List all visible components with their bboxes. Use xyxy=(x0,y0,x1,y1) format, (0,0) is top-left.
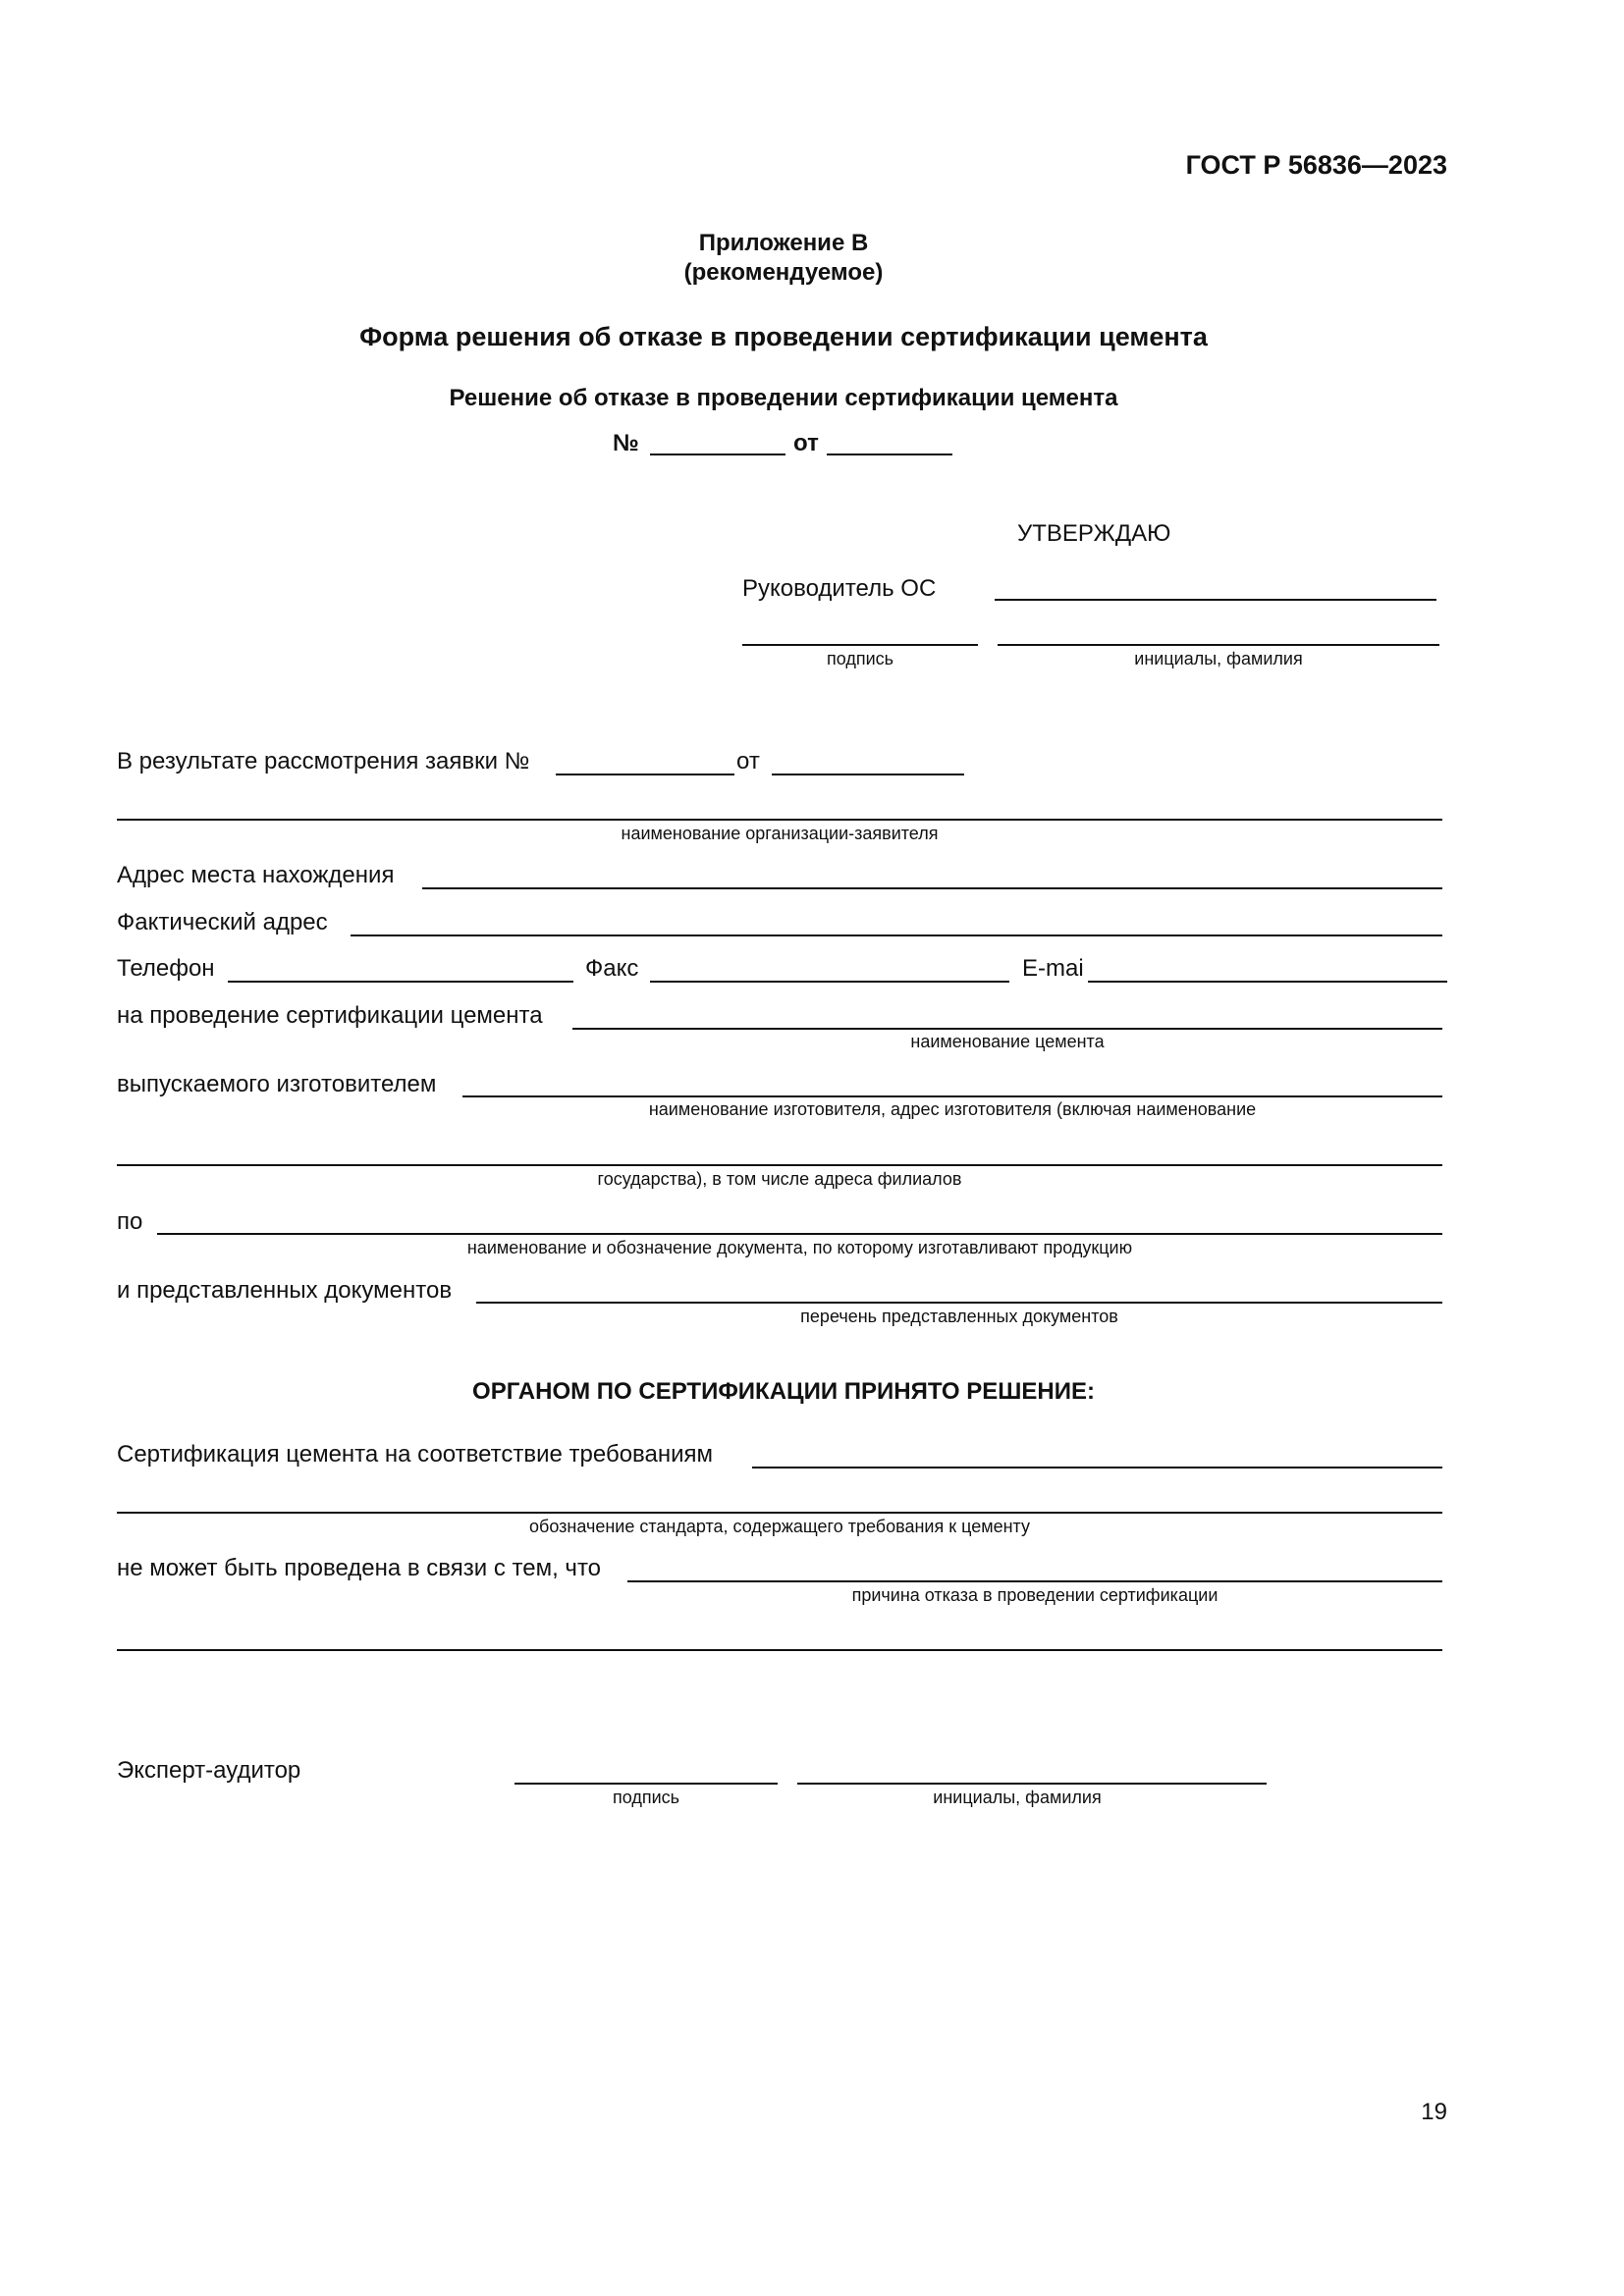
phone-field[interactable] xyxy=(228,981,573,983)
by-label: по xyxy=(117,1208,143,1235)
docs-caption: перечень представленных документов xyxy=(800,1307,1118,1326)
docs-field[interactable] xyxy=(476,1302,1442,1304)
auditor-signature-caption: подпись xyxy=(612,1788,680,1807)
head-signature-caption: подпись xyxy=(826,649,894,668)
date-label: от xyxy=(793,430,819,456)
application-number-field[interactable] xyxy=(556,774,734,775)
reason-field[interactable] xyxy=(627,1580,1442,1582)
appendix-status: (рекомендуемое) xyxy=(683,259,884,286)
organization-field[interactable] xyxy=(117,819,1442,821)
manufacturer-field[interactable] xyxy=(462,1095,1442,1097)
number-label: № xyxy=(613,430,639,456)
manufacturer-label: выпускаемого изготовителем xyxy=(117,1071,437,1097)
auditor-name-caption: инициалы, фамилия xyxy=(933,1788,1102,1807)
decision-title: Решение об отказе в проведении сертификации цемента xyxy=(449,385,1118,411)
number-field[interactable] xyxy=(650,454,785,455)
by-field[interactable] xyxy=(157,1233,1442,1235)
address-field[interactable] xyxy=(422,887,1442,889)
cement-caption: наименование цемента xyxy=(910,1032,1105,1051)
manufacturer-field-2[interactable] xyxy=(117,1164,1442,1166)
email-label: E-mai xyxy=(1022,955,1084,982)
auditor-label: Эксперт-аудитор xyxy=(117,1757,301,1784)
by-caption: наименование и обозначение документа, по которому изготавливают продукцию xyxy=(466,1238,1133,1257)
head-name-caption: инициалы, фамилия xyxy=(1134,649,1303,668)
reason-caption: причина отказа в проведении сертификации xyxy=(851,1585,1218,1605)
standard-caption: обозначение стандарта, содержащего требования к цементу xyxy=(529,1517,1030,1536)
docs-label: и представленных документов xyxy=(117,1277,453,1304)
date-field[interactable] xyxy=(827,454,952,455)
fax-field[interactable] xyxy=(650,981,1009,983)
compliance-field[interactable] xyxy=(752,1467,1442,1468)
manufacturer-caption-2: государства), в том числе адреса филиалов xyxy=(597,1169,962,1189)
standard-designation: ГОСТ Р 56836—2023 xyxy=(1185,150,1447,180)
compliance-label: Сертификация цемента на соответствие требованиям xyxy=(117,1441,714,1468)
manufacturer-caption: наименование изготовителя, адрес изготовителя (включая наименование xyxy=(648,1099,1257,1119)
organization-caption: наименование организации-заявителя xyxy=(621,824,939,843)
head-name-field[interactable] xyxy=(995,599,1436,601)
phone-label: Телефон xyxy=(117,955,215,982)
address-label: Адрес места нахождения xyxy=(117,862,395,888)
auditor-name-field[interactable] xyxy=(797,1783,1267,1785)
standard-field[interactable] xyxy=(117,1512,1442,1514)
application-from-label: от xyxy=(736,748,760,774)
reason-label: не может быть проведена в связи с тем, что xyxy=(117,1555,602,1581)
decision-heading: ОРГАНОМ ПО СЕРТИФИКАЦИИ ПРИНЯТО РЕШЕНИЕ: xyxy=(472,1378,1095,1405)
appendix-title: Приложение В xyxy=(698,230,869,256)
actual-address-label: Фактический адрес xyxy=(117,909,328,935)
application-label: В результате рассмотрения заявки № xyxy=(117,748,530,774)
auditor-signature-field[interactable] xyxy=(514,1783,778,1785)
page-number: 19 xyxy=(1421,2099,1447,2125)
cement-field[interactable] xyxy=(572,1028,1442,1030)
form-title: Форма решения об отказе в проведении сертификации цемента xyxy=(359,322,1208,351)
head-initials-field[interactable] xyxy=(998,644,1439,646)
cement-label: на проведение сертификации цемента xyxy=(117,1002,543,1029)
email-field[interactable] xyxy=(1088,981,1447,983)
application-date-field[interactable] xyxy=(772,774,964,775)
head-signature-field[interactable] xyxy=(742,644,978,646)
reason-field-2[interactable] xyxy=(117,1649,1442,1651)
actual-address-field[interactable] xyxy=(351,934,1442,936)
fax-label: Факс xyxy=(585,955,639,982)
approve-label: УТВЕРЖДАЮ xyxy=(1017,520,1171,547)
head-label: Руководитель ОС xyxy=(742,575,937,602)
